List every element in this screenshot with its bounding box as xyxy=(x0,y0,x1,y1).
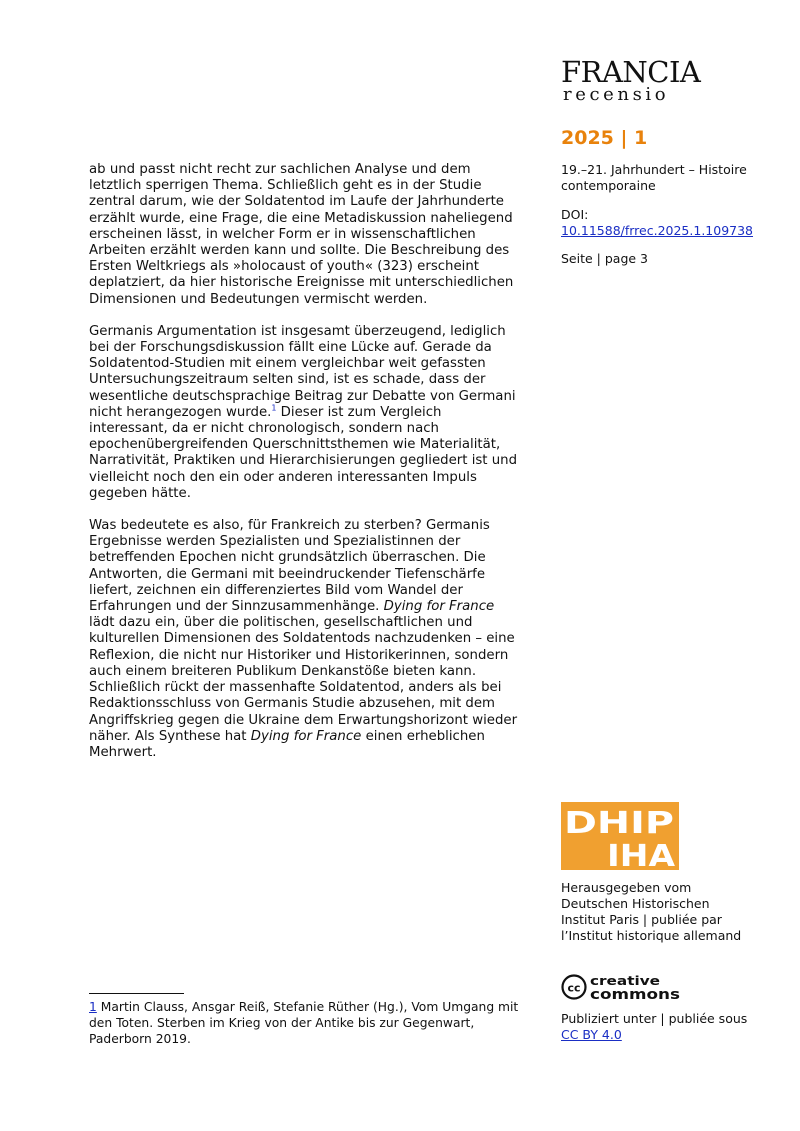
license-block xyxy=(561,1011,751,1043)
paragraph-2-text-b: Dieser ist zum Vergleich interessant, da er nicht chronologisch, sondern nach epochenübergreifenden Querschnittsthemen wie Materialität, Narrativität, Praktiken und Hierarchisierungen gegliedert ist und vielleicht noch den ein oder anderen interessanten Impuls gegeben hätte. xyxy=(89,404,518,501)
paragraph-2 xyxy=(89,324,519,502)
paragraph-3-text-a: Was bedeutete es also, für Frankreich zu sterben? Germanis Ergebnisse werden Spezialisten und Spezialistinnen der betreffenden Epochen nicht grundsätzlich überraschen. Die Antworten, die Germani mit beeindruckender Tiefenschärfe liefert, zeichnen ein differenziertes Bild vom Wandel der Erfahrungen und der Sinnzusammenhänge. xyxy=(89,518,490,615)
logo-francia-text: FRANCIA xyxy=(561,55,701,89)
doi-label: DOI: xyxy=(561,207,589,222)
cc-text-creative: creative xyxy=(590,974,660,988)
article-body xyxy=(89,162,519,777)
dhip-logo-top-text: DHIP xyxy=(564,806,674,841)
paragraph-1: ab und passt nicht recht zur sachlichen Analyse und dem letztlich sperrigen Thema. Schließlich geht es in der Studie zentral darum, wie der Soldatentod im Laufe der Jahrhunderte erzählt wurde, eine Frage, die eine Metadiskussion naheliegend erscheinen lässt, in welcher Form er in wissenschaftlichen Arbeiten erzählt werden kann und sollte. Die Beschreibung des Ersten Weltkriegs als »holocaust of youth« (323) erscheint deplatziert, da hier historische Ereignisse mit unterschiedlichen Dimensionen und Bedeutungen vermischt werden. xyxy=(89,162,514,307)
dhip-logo xyxy=(561,802,679,870)
logo-recensio-text: recensio xyxy=(563,84,670,105)
dhip-logo-bottom-text: IHA xyxy=(607,839,676,870)
footnote-divider xyxy=(89,993,184,994)
paragraph-2-text-a: Germanis Argumentation ist insgesamt überzeugend, lediglich bei der Forschungsdiskussion fällt eine Lücke auf. Gerade da Soldatentod-Studien mit einem vergleichbar weit gefassten Untersuchungszeitraum selten sind, ist es schade, dass der wesentliche deutschsprachige Beitrag zur Debatte von Germani nicht herangezogen wurde. xyxy=(89,323,516,420)
paragraph-3 xyxy=(89,518,519,761)
footnote-ref[interactable]: 1 xyxy=(271,403,277,413)
license-text: Publiziert unter | publiée sous xyxy=(561,1011,748,1026)
issue-number: 2025 | 1 xyxy=(561,127,648,149)
francia-recensio-logo xyxy=(561,55,717,105)
svg-text:cc: cc xyxy=(567,981,581,995)
doi-block xyxy=(561,207,754,239)
page-number: Seite | page 3 xyxy=(561,251,648,266)
cc-text-commons: commons xyxy=(590,987,680,1000)
footnote-number-link[interactable]: 1 xyxy=(89,1000,97,1014)
book-title-1: Dying for France xyxy=(383,599,495,615)
paragraph-3-text-c: einen erheblichen Mehrwert. xyxy=(89,728,485,760)
book-title-2: Dying for France xyxy=(250,728,362,744)
license-link[interactable]: CC BY 4.0 xyxy=(561,1027,622,1042)
publisher-text: Herausgegeben vom Deutschen Historischen Institut Paris | publiée par l’Institut historique allemand xyxy=(561,880,742,943)
creative-commons-logo xyxy=(561,974,691,1000)
paragraph-3-text-b: lädt dazu ein, über die politischen, gesellschaftlichen und kulturellen Dimensionen des Soldatentods nachzudenken – eine Reflexion, die nicht nur Historiker und Historikerinnen, sondern auch einem breiteren Publikum Denkanstöße bieten kann. Schließlich rückt der massenhafte Soldatentod, anders als bei Redaktionsschluss von Germanis Studie abzusehen, mit dem Angriffskrieg gegen die Ukraine dem Erwartungshorizont wieder näher. Als Synthese hat xyxy=(89,615,518,744)
period-label: 19.–21. Jahrhundert – Histoire contemporaine xyxy=(561,162,747,193)
footnote xyxy=(89,999,519,1047)
footnote-text: Martin Clauss, Ansgar Reiß, Stefanie Rüther (Hg.), Vom Umgang mit den Toten. Sterben im Krieg von der Antike bis zur Gegenwart, Paderborn 2019. xyxy=(89,1000,519,1046)
doi-link[interactable]: 10.11588/frrec.2025.1.109738 xyxy=(561,223,754,238)
